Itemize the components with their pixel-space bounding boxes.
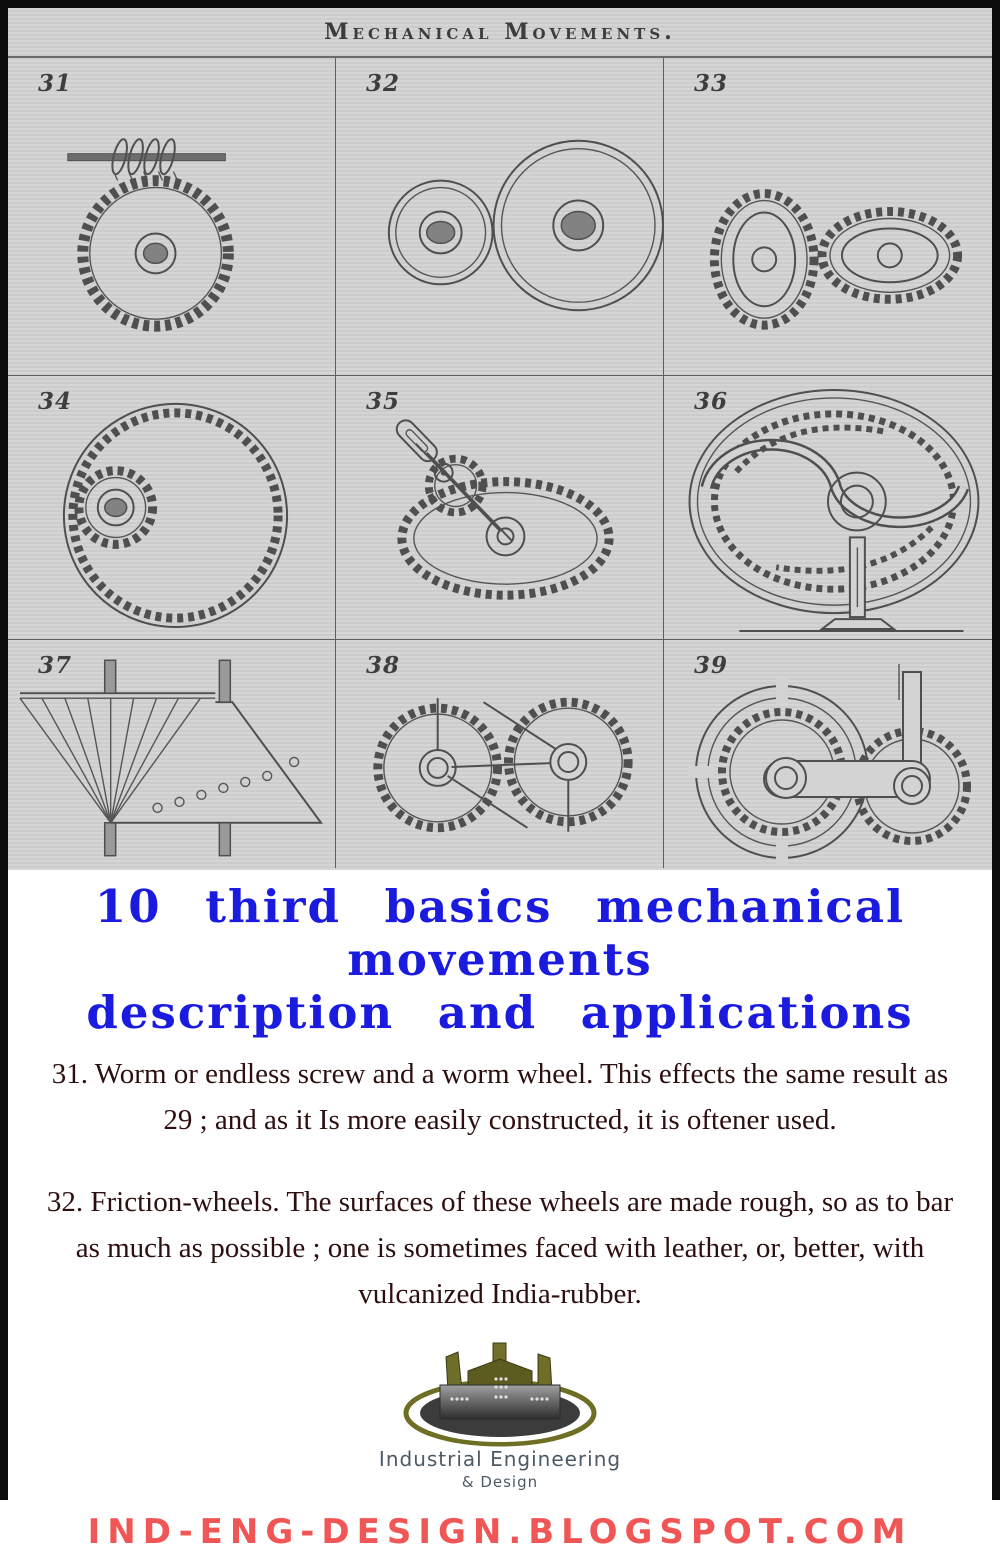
figure-number-35: 35 [366,388,401,415]
article [8,880,992,1552]
footer-url[interactable]: IND-ENG-DESIGN.BLOGSPOT.COM [87,1512,913,1552]
scroll-gear-icon [664,376,992,639]
article-title-line2: description and applications [86,986,914,1039]
logo-text-line1: Industrial Engineering [378,1447,622,1471]
figure-number-38: 38 [366,652,401,679]
logo-text-line2: & Design [461,1473,539,1491]
figure-cell-34 [8,376,336,640]
friction-wheels-icon [336,58,663,375]
figure-cell-35 [336,376,664,640]
logo [8,1339,992,1490]
paragraph-31: 31. Worm or endless screw and a worm wheel. This effects the same result as 29 ; and as it Is more easily constructed, it is oftener used. [51,1058,949,1136]
mechanical-movements-plate [8,8,992,870]
figure-cell-31 [8,58,336,376]
figure-number-36: 36 [694,388,729,415]
figure-number-31: 31 [38,70,73,97]
figure-number-37: 37 [38,652,73,679]
figure-cell-32 [336,58,664,376]
figure-number-34: 34 [38,388,73,415]
paragraph-32: 32. Friction-wheels. The surfaces of these wheels are made rough, so as to bar as much as possible ; one is sometimes faced with leather, or, better, with vulcanized India-rubber. [46,1186,954,1310]
article-title-line1: 10 third basics mechanical movements [94,880,906,986]
worm-and-worm-wheel-icon [8,58,335,375]
factory-logo-icon [380,1339,620,1447]
gear-with-slotted-arm-icon [336,376,663,639]
elliptical-gears-icon [664,58,992,375]
figure-number-32: 32 [366,70,401,97]
plate-title: Mechanical Movements. [8,8,992,58]
figure-cell-38 [336,640,664,868]
figure-number-33: 33 [694,70,729,97]
internal-gear-and-pinion-icon [8,376,335,639]
figure-cell-33 [664,58,992,376]
figure-cell-36 [664,376,992,640]
article-title [12,880,988,1039]
figure-number-39: 39 [694,652,729,679]
figure-grid [8,58,992,868]
figure-cell-39 [664,640,992,868]
figure-cell-37 [8,640,336,868]
